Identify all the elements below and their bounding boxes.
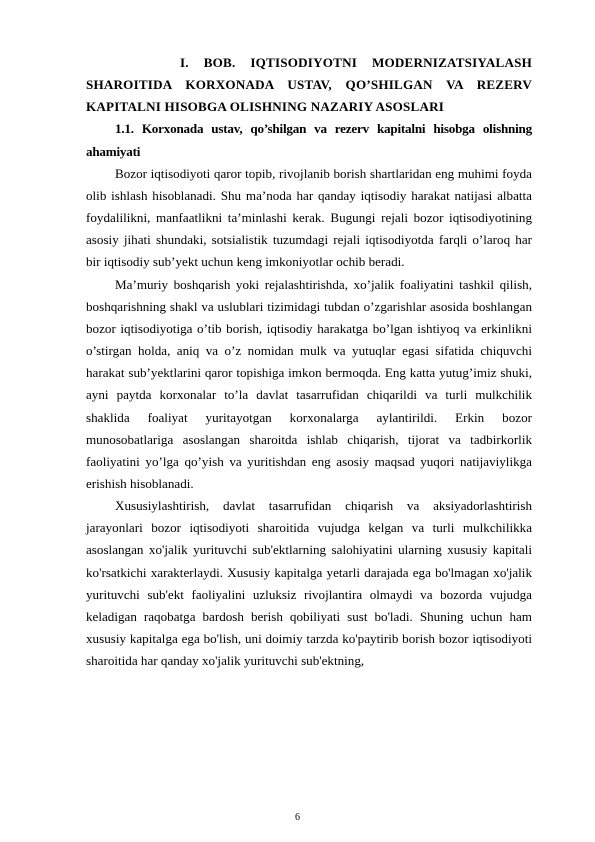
body-paragraph-3: Xususiylashtirish, davlat tasarrufidan chiqarish va aksiyadorlashtirish jarayonlari bozor iqtisodiyoti sharoitida vujudga kelgan va turli mulkchilikka asoslangan xo'jalik yurituvchi sub'ektlarning salohiyatini ularning xususiy kapitali ko'rsatkichi xarakterlaydi. Xususiy kapitalga yetarli darajada ega bo'lmagan xo'jalik yurituvchi sub'ekt faoliyalini uzluksiz rivojlantira olmaydi va bozorda vujudga keladigan raqobatga bardosh berish qobiliyati sust bo'ladi. Shuning uchun ham xususiy kapitalga ega bo'lish, uni doimiy tarzda ko'paytirib borish bozor iqtisodiyoti sharoitida har qanday xo'jalik yurituvchi sub'ektning, [86, 498, 532, 669]
section-heading [86, 118, 532, 162]
body-paragraph-2: Ma’muriy boshqarish yoki rejalashtirishda, xo’jalik foaliyatini tashkil qilish, boshqarishning shakl va uslublari tizimidagi tubdan o’zgarishlar asosida boshlangan bozor iqtisodiyotiga o’tib borish, iqtisodiy harakatga bo’lgan ishtiyoq va erkinlikni o’stirgan holda, aniq va o’z nomidan mulk va yutuqlar egasi sifatida chiquvchi harakat sub’yektlarini qaror topishiga imkon bermoqda. Eng katta yutug’imiz shuki, ayni paytda korxonalar to’la davlat tasarrufidan chiqarildi va turli mulkchilik shaklida foaliyat yuritayotgan korxonalarga aylantirildi. Erkin bozor munosobatlariga asoslangan sharoitda ishlab chiqarish, tijorat va tadbirkorlik faoliyatini yo’lga qo’yish va yuritishdan eng asosiy maqsad yuqori natijaviylikga erishish hisoblanadi. [86, 276, 532, 491]
page-content [86, 52, 532, 672]
page-number: 6 [295, 812, 300, 823]
section-heading-text: 1.1. Korxonada ustav, qo’shilgan va rezerv kapitalni hisobga olishning ahamiyati [86, 121, 532, 159]
chapter-heading: I. BOB. IQTISODIYOTNI MODERNIZATSIYALASH SHAROITIDA KORXONADA USTAV, QO’SHILGAN VA REZERV KAPITALNI HISOBGA OLISHNING NAZARIY ASOSLARI [86, 55, 532, 115]
body-paragraph-1: Bozor iqtisodiyoti qaror topib, rivojlanib borish shartlaridan eng muhimi foyda olib ishlash hisoblanadi. Shu ma’noda har qanday iqtisodiy harakat natijasi albatta foydalilikni, manfaatlikni ta’minlashi kerak. Bugungi rejali bozor iqtisodiyotining asosiy jihati shundaki, sotsialistik tuzumdagi rejali iqtisodiyotda farqli o’laroq har bir iqtisodiy sub’yekt uchun keng imkoniyotlar ochib beradi. [86, 165, 532, 270]
